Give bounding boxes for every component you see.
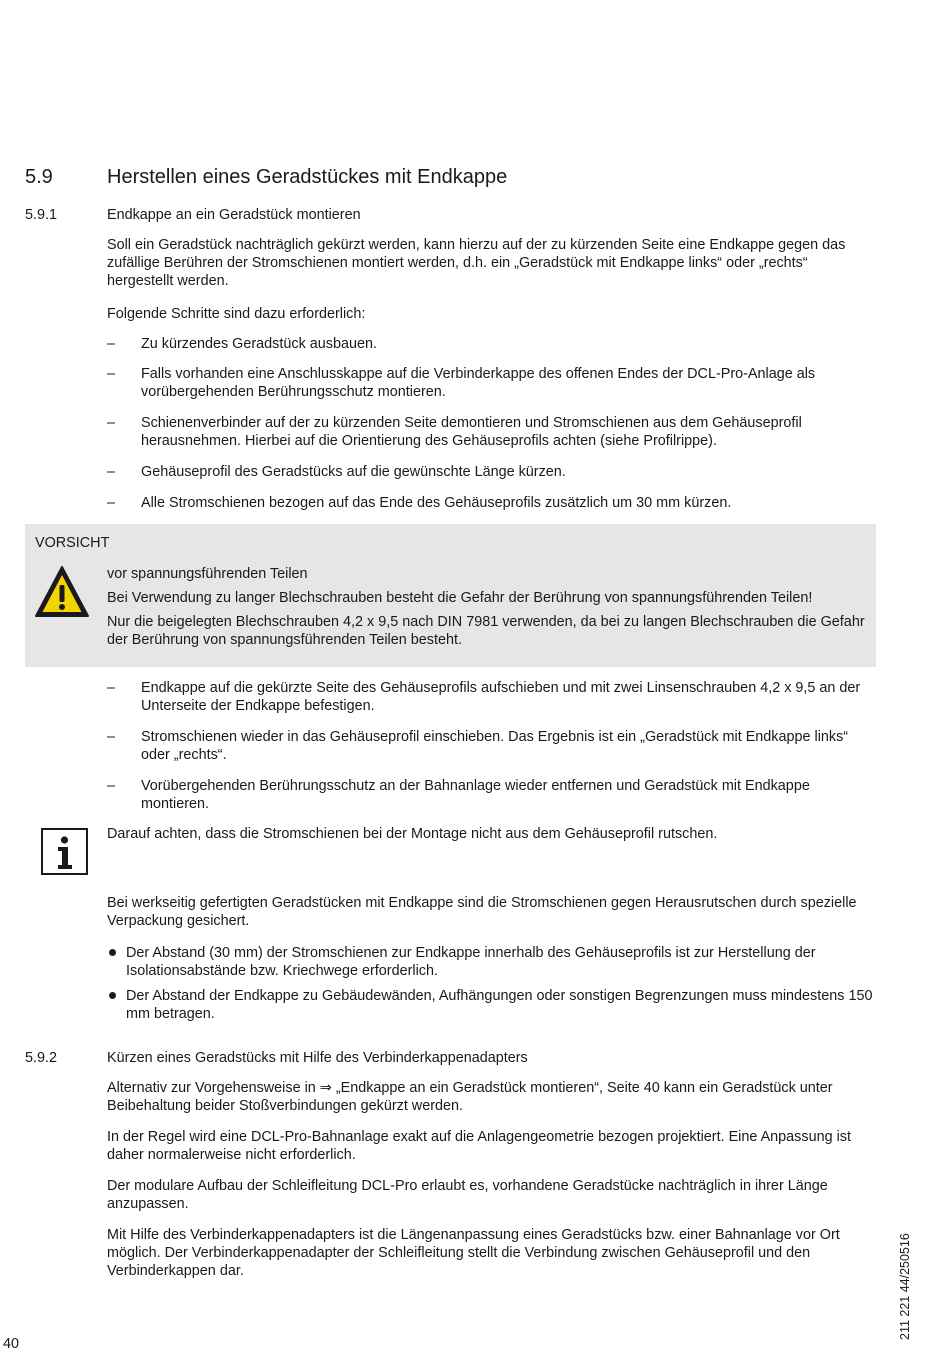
list-item-text: Gehäuseprofil des Geradstücks auf die gewünschte Länge kürzen. <box>141 464 566 480</box>
list-item <box>107 365 875 401</box>
subsection-number-1: 5.9.1 <box>25 207 58 223</box>
bullet-marker <box>109 992 116 999</box>
steps-intro: Folgende Schritte sind dazu erforderlich: <box>107 306 366 322</box>
dash-marker: – <box>107 336 116 352</box>
factory-note: Bei werkseitig gefertigten Geradstücken mit Endkappe sind die Stromschienen gegen Herausrutschen durch spezielle Verpackung gesichert. <box>107 895 857 929</box>
list-item <box>107 987 875 1023</box>
list-item <box>107 414 875 450</box>
list-item <box>107 728 875 764</box>
bullet-marker <box>109 949 116 956</box>
caution-warning: Bei Verwendung zu langer Blechschrauben besteht die Gefahr der Berührung von spannungsführenden Teilen! <box>107 590 813 606</box>
dash-marker: – <box>107 778 116 794</box>
caution-label: VORSICHT <box>35 535 110 551</box>
subsection-title-1: Endkappe an ein Geradstück montieren <box>107 207 361 223</box>
list-item <box>107 679 875 715</box>
document-code: 211 221 44/250516 <box>898 1233 912 1340</box>
info-note: Darauf achten, dass die Stromschienen bei der Montage nicht aus dem Gehäuseprofil rutschen. <box>107 826 718 842</box>
paragraph: Alternativ zur Vorgehensweise in ⇒ „Endkappe an ein Geradstück montieren“, Seite 40 kann ein Geradstück unter Beibehaltung beider Stoßverbindungen gekürzt werden. <box>107 1080 833 1114</box>
paragraph: In der Regel wird eine DCL-Pro-Bahnanlage exakt auf die Anlagengeometrie bezogen projektiert. Eine Anpassung ist daher normalerweise nicht erforderlich. <box>107 1129 851 1163</box>
list-item-text: Vorübergehenden Berührungsschutz an der Bahnanlage wieder entfernen und Geradstück mit Endkappe montieren. <box>141 778 810 812</box>
caution-heading: vor spannungsführenden Teilen <box>107 566 308 582</box>
list-item-text: Falls vorhanden eine Anschlusskappe auf die Verbinderkappe des offenen Endes der DCL-Pro-Anlage als vorübergehenden Berührungsschutz montieren. <box>141 366 816 400</box>
list-item-text: Der Abstand der Endkappe zu Gebäudewänden, Aufhängungen oder sonstigen Begrenzungen muss mindestens 150 mm betragen. <box>126 988 873 1022</box>
info-icon <box>41 828 88 875</box>
paragraph: Mit Hilfe des Verbinderkappenadapters ist die Längenanpassung eines Geradstücks bzw. einer Bahnanlage vor Ort möglich. Der Verbinderkappenadapter der Schleifleitung stellt die Verbindung zwischen Gehäuseprofil und den Verbinderkappen dar. <box>107 1227 840 1279</box>
dash-marker: – <box>107 366 116 382</box>
list-item-text: Stromschienen wieder in das Gehäuseprofil einschieben. Das Ergebnis ist ein „Geradstück mit Endkappe links“ oder „rechts“. <box>141 729 849 763</box>
list-item <box>107 463 875 481</box>
list-item <box>107 494 875 512</box>
page-number: 40 <box>3 1336 20 1352</box>
list-item <box>107 944 875 980</box>
list-item-text: Alle Stromschienen bezogen auf das Ende des Gehäuseprofils zusätzlich um 30 mm kürzen. <box>141 495 732 511</box>
section-title: Herstellen eines Geradstückes mit Endkappe <box>107 166 508 188</box>
subsection-title-2: Kürzen eines Geradstücks mit Hilfe des Verbinderkappenadapters <box>107 1050 528 1066</box>
dash-marker: – <box>107 680 116 696</box>
subsection-number-2: 5.9.2 <box>25 1050 58 1066</box>
dash-marker: – <box>107 729 116 745</box>
list-item <box>107 777 875 813</box>
dash-marker: – <box>107 495 116 511</box>
list-item-text: Zu kürzendes Geradstück ausbauen. <box>141 336 377 352</box>
dash-marker: – <box>107 415 116 431</box>
section-number: 5.9 <box>25 166 53 188</box>
list-item <box>107 335 875 353</box>
list-item-text: Endkappe auf die gekürzte Seite des Gehäuseprofils aufschieben und mit zwei Linsenschrauben 4,2 x 9,5 an der Unterseite der Endkappe befestigen. <box>141 680 861 714</box>
paragraph: Der modulare Aufbau der Schleifleitung DCL-Pro erlaubt es, vorhandene Geradstücke nachträglich in ihrer Länge anzupassen. <box>107 1178 828 1212</box>
intro-paragraph: Soll ein Geradstück nachträglich gekürzt werden, kann hierzu auf der zu kürzenden Seite eine Endkappe gegen das zufällige Berühren der Stromschienen montiert werden, d.h. ein „Geradstück mit Endkappe links“ oder „rechts“ hergestellt werden. <box>107 237 846 289</box>
caution-box <box>25 524 876 667</box>
list-item-text: Schienenverbinder auf der zu kürzenden Seite demontieren und Stromschienen aus dem Gehäuseprofil herausnehmen. Hierbei auf die Orientierung des Gehäuseprofils achten (siehe Profilrippe). <box>141 415 802 449</box>
warning-triangle-icon <box>34 564 90 620</box>
list-item-text: Der Abstand (30 mm) der Stromschienen zur Endkappe innerhalb des Gehäuseprofils ist zur Herstellung der Isolationsabstände bzw. Kriechwege erforderlich. <box>126 945 816 979</box>
caution-text: Nur die beigelegten Blechschrauben 4,2 x 9,5 nach DIN 7981 verwenden, da bei zu langen Blechschrauben die Gefahr der Berührung von spannungsführenden Teilen besteht. <box>107 614 865 648</box>
dash-marker: – <box>107 464 116 480</box>
